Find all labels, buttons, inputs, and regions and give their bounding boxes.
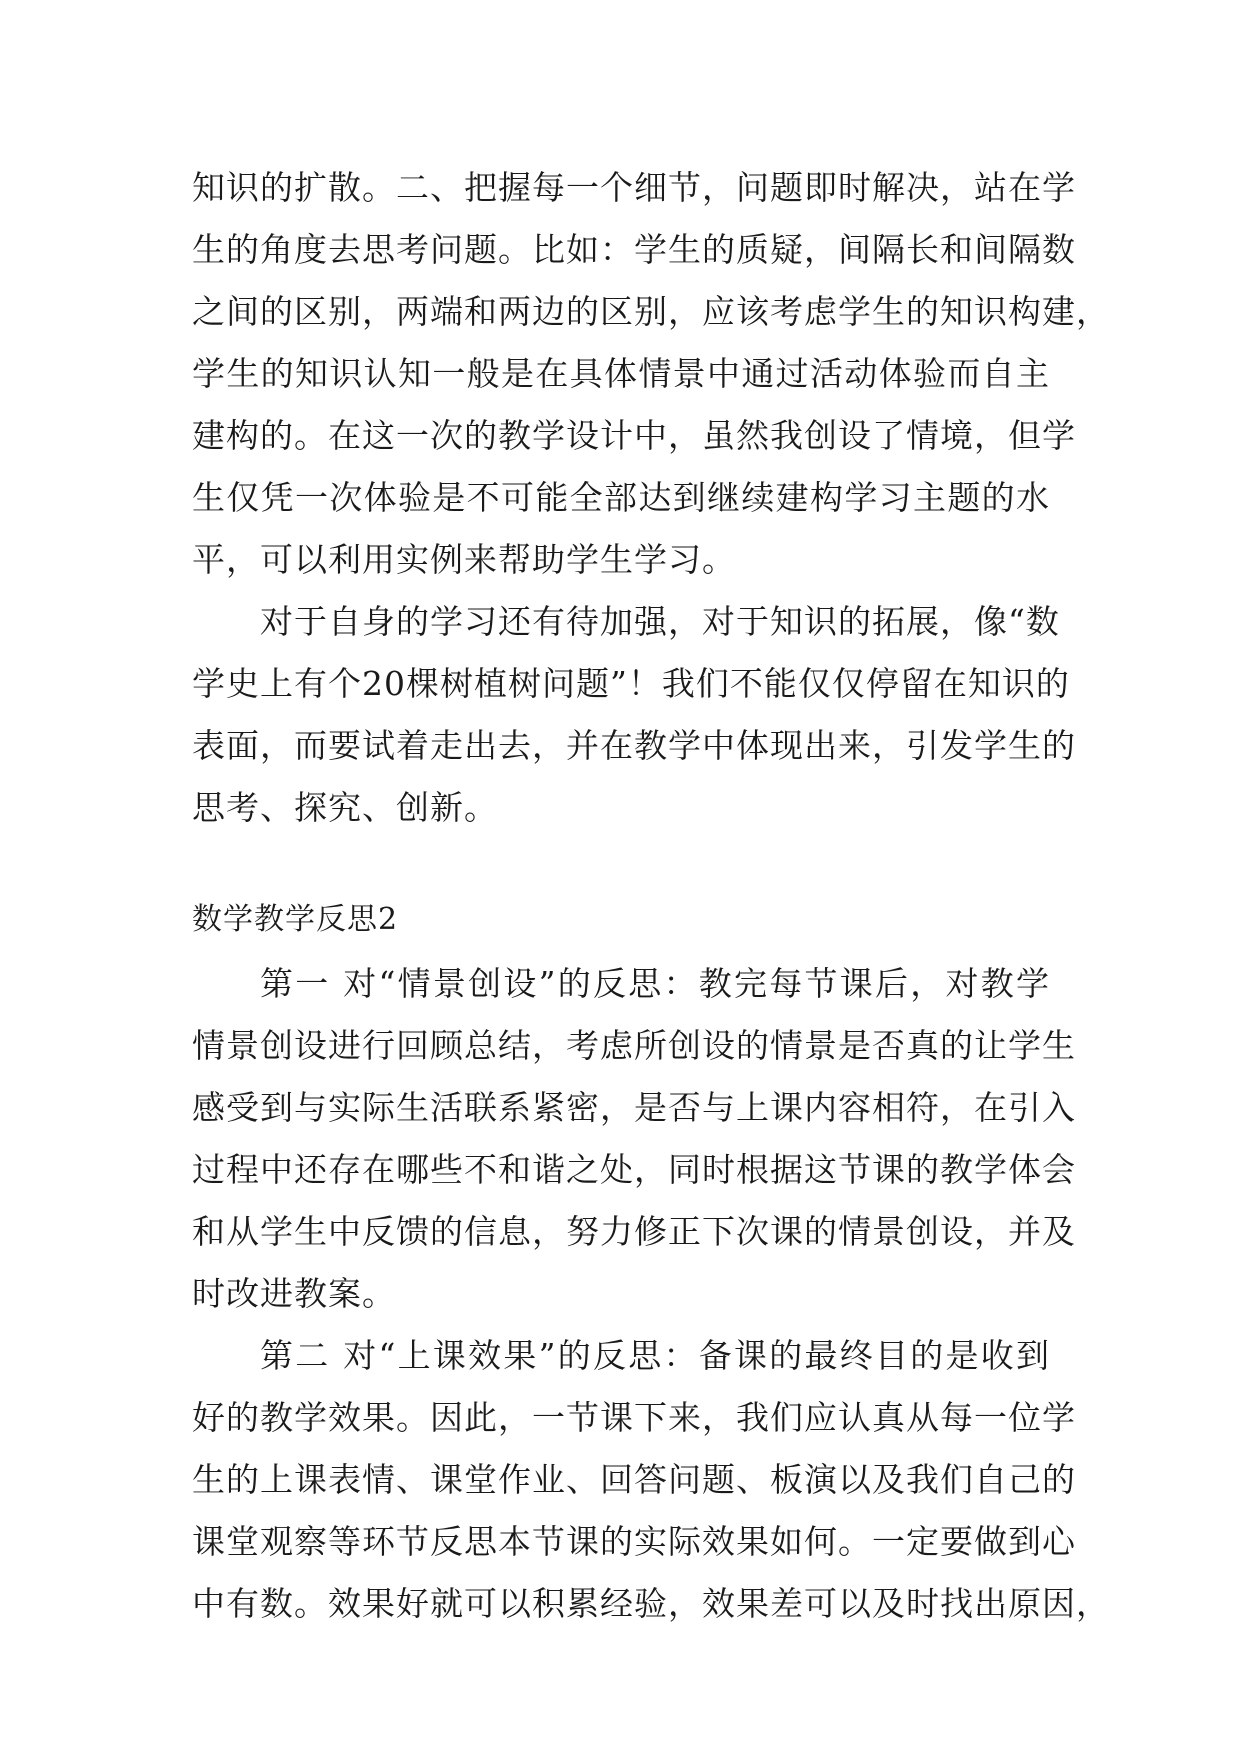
text-line: 生仅凭一次体验是不可能全部达到继续建构学习主题的水 xyxy=(192,478,1050,517)
text-line: 思考、探究、创新。 xyxy=(192,788,498,827)
text-line: 学史上有个20棵树植树问题”！我们不能仅仅停留在知识的 xyxy=(192,664,1070,703)
text-line: 感受到与实际生活联系紧密，是否与上课内容相符，在引入 xyxy=(192,1088,1076,1127)
text-line: 时改进教案。 xyxy=(192,1274,396,1313)
text-line: 第二 对“上课效果”的反思：备课的最终目的是收到 xyxy=(260,1336,1050,1375)
text-line: 生的上课表情、课堂作业、回答问题、板演以及我们自己的 xyxy=(192,1460,1076,1499)
text-line: 第一 对“情景创设”的反思：教完每节课后，对教学 xyxy=(260,964,1050,1003)
text-line: 之间的区别，两端和两边的区别，应该考虑学生的知识构建， xyxy=(192,292,1110,331)
text-line: 好的教学效果。因此，一节课下来，我们应认真从每一位学 xyxy=(192,1398,1076,1437)
text-line: 过程中还存在哪些不和谐之处，同时根据这节课的教学体会 xyxy=(192,1150,1076,1189)
text-line: 中有数。效果好就可以积累经验，效果差可以及时找出原因， xyxy=(192,1584,1110,1623)
text-line: 平，可以利用实例来帮助学生学习。 xyxy=(192,540,736,579)
text-line: 学生的知识认知一般是在具体情景中通过活动体验而自主 xyxy=(192,354,1050,393)
text-line: 知识的扩散。二、把握每一个细节，问题即时解决，站在学 xyxy=(192,168,1076,207)
text-line: 建构的。在这一次的教学设计中，虽然我创设了情境，但学 xyxy=(192,416,1076,455)
section-heading: 数学教学反思2 xyxy=(192,902,399,937)
text-line: 和从学生中反馈的信息，努力修正下次课的情景创设，并及 xyxy=(192,1212,1076,1251)
text-line: 课堂观察等环节反思本节课的实际效果如何。一定要做到心 xyxy=(192,1522,1076,1561)
text-line: 对于自身的学习还有待加强，对于知识的拓展，像“数 xyxy=(260,602,1060,641)
text-line: 生的角度去思考问题。比如：学生的质疑，间隔长和间隔数 xyxy=(192,230,1076,269)
text-line: 表面，而要试着走出去，并在教学中体现出来，引发学生的 xyxy=(192,726,1076,765)
text-line: 情景创设进行回顾总结，考虑所创设的情景是否真的让学生 xyxy=(192,1026,1076,1065)
